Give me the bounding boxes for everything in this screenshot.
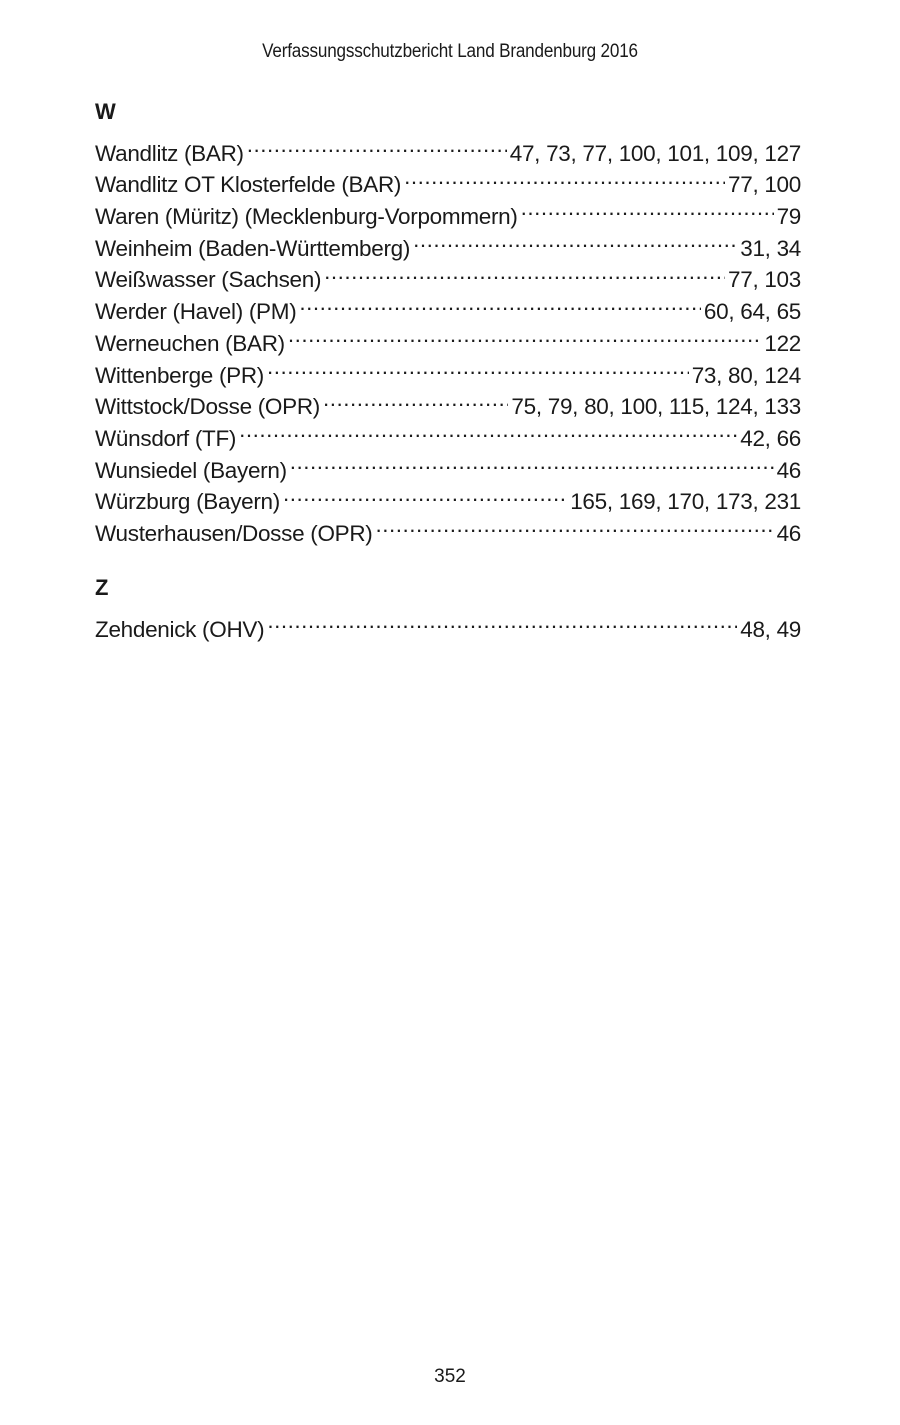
index-entry — [95, 605, 801, 642]
entry-pages: 47, 73, 77, 100, 101, 109, 127 — [509, 140, 801, 166]
dot-leader — [290, 446, 774, 478]
index-entry — [95, 129, 801, 166]
entry-list — [95, 605, 801, 642]
entry-name: Wittstock/Dosse (OPR) — [95, 394, 320, 420]
dot-leader — [404, 161, 725, 193]
dot-leader — [521, 192, 774, 224]
entry-list — [95, 129, 801, 546]
page-number: 352 — [434, 1366, 466, 1387]
index-section-w — [95, 95, 801, 546]
entry-pages: 31, 34 — [740, 235, 801, 261]
entry-name: Wusterhausen/Dosse (OPR) — [95, 520, 373, 546]
index-body — [95, 95, 801, 642]
entry-name: Werneuchen (BAR) — [95, 330, 285, 356]
index-section-z — [95, 571, 801, 642]
entry-pages: 73, 80, 124 — [691, 362, 801, 388]
entry-pages: 46 — [776, 457, 801, 483]
entry-pages: 165, 169, 170, 173, 231 — [570, 489, 801, 515]
entry-pages: 79 — [776, 204, 801, 230]
entry-pages: 77, 103 — [728, 267, 801, 293]
entry-pages: 46 — [776, 520, 801, 546]
entry-name: Wünsdorf (TF) — [95, 425, 237, 451]
dot-leader — [239, 414, 737, 446]
entry-name: Wittenberge (PR) — [95, 362, 265, 388]
dot-leader — [299, 287, 701, 319]
entry-name: Weißwasser (Sachsen) — [95, 267, 322, 293]
entry-pages: 77, 100 — [728, 172, 801, 198]
entry-name: Weinheim (Baden-Württemberg) — [95, 235, 411, 261]
dot-leader — [324, 256, 725, 288]
dot-leader — [247, 129, 507, 161]
entry-name: Wunsiedel (Bayern) — [95, 457, 287, 483]
dot-leader — [267, 605, 737, 637]
entry-pages: 122 — [764, 330, 801, 356]
entry-pages: 42, 66 — [740, 425, 801, 451]
entry-name: Waren (Müritz) (Mecklenburg-Vorpommern) — [95, 204, 518, 230]
running-header: Verfassungsschutzbericht Land Brandenburg 2016 — [262, 41, 638, 62]
entry-pages: 60, 64, 65 — [703, 299, 801, 325]
dot-leader — [376, 509, 774, 541]
section-letter: W — [95, 99, 116, 124]
section-letter: Z — [95, 574, 109, 600]
entry-name: Zehdenick (OHV) — [95, 616, 265, 642]
entry-name: Würzburg (Bayern) — [95, 489, 280, 515]
entry-pages: 75, 79, 80, 100, 115, 124, 133 — [511, 394, 801, 420]
entry-name: Wandlitz OT Klosterfelde (BAR) — [95, 172, 402, 198]
dot-leader — [267, 351, 689, 383]
entry-pages: 48, 49 — [740, 616, 801, 642]
dot-leader — [323, 383, 508, 415]
dot-leader — [283, 478, 567, 510]
entry-name: Werder (Havel) (PM) — [95, 299, 297, 325]
entry-name: Wandlitz (BAR) — [95, 140, 244, 166]
dot-leader — [413, 224, 737, 256]
dot-leader — [288, 319, 761, 351]
